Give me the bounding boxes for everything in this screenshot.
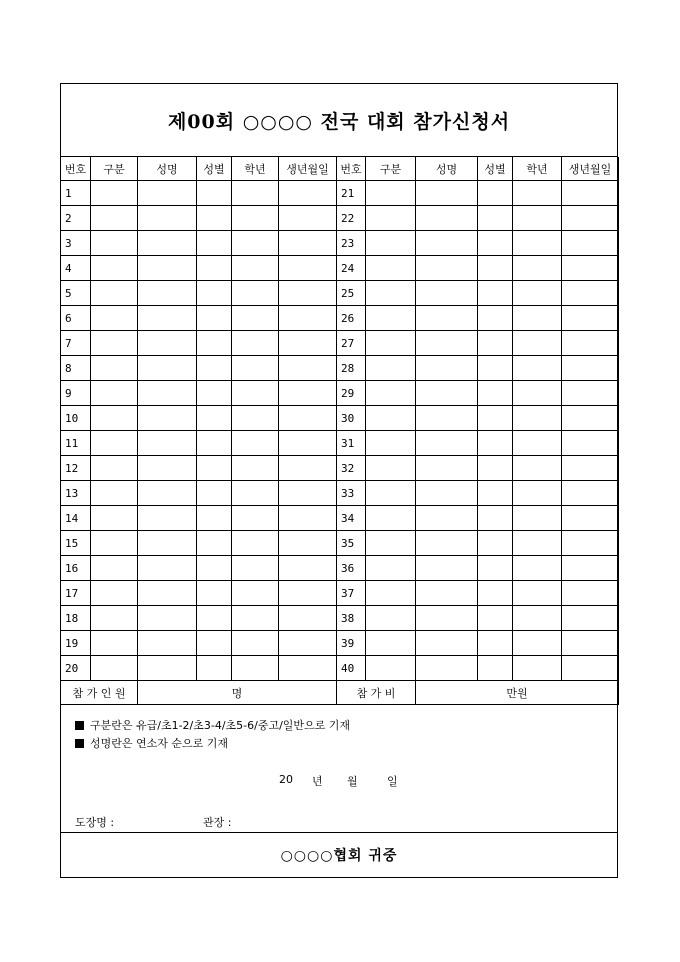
entry-cell[interactable] (279, 206, 337, 231)
entry-cell[interactable] (279, 181, 337, 206)
entry-cell[interactable] (366, 481, 416, 506)
fee-label: 참 가 비 (337, 681, 416, 705)
entry-cell[interactable] (416, 656, 478, 681)
entry-cell[interactable] (478, 656, 513, 681)
entry-cell[interactable] (416, 306, 478, 331)
entry-cell[interactable] (91, 631, 138, 656)
entry-cell[interactable] (138, 256, 197, 281)
entry-cell[interactable] (478, 531, 513, 556)
table-row (61, 381, 619, 406)
entry-cell[interactable] (366, 331, 416, 356)
entry-cell[interactable] (562, 431, 619, 456)
entry-cell[interactable] (366, 231, 416, 256)
entry-cell[interactable] (513, 431, 562, 456)
entry-cell[interactable] (91, 381, 138, 406)
table-row (61, 606, 619, 631)
entry-cell[interactable] (197, 481, 232, 506)
column-header: 생년월일 (562, 157, 619, 181)
entry-cell[interactable] (197, 381, 232, 406)
entry-cell[interactable] (279, 631, 337, 656)
entry-cell[interactable] (366, 631, 416, 656)
entry-cell[interactable] (279, 306, 337, 331)
entry-cell[interactable] (478, 206, 513, 231)
entry-cell[interactable] (513, 506, 562, 531)
entry-cell[interactable] (197, 556, 232, 581)
entry-cell[interactable] (197, 331, 232, 356)
entry-cell[interactable] (513, 556, 562, 581)
row-number: 15 (61, 531, 91, 556)
entry-cell[interactable] (91, 431, 138, 456)
table-row (61, 431, 619, 456)
entry-cell[interactable] (91, 481, 138, 506)
entry-cell[interactable] (562, 581, 619, 606)
entry-cell[interactable] (232, 581, 279, 606)
entry-cell[interactable] (416, 356, 478, 381)
entry-cell[interactable] (197, 581, 232, 606)
entry-cell[interactable] (416, 281, 478, 306)
entry-cell[interactable] (91, 556, 138, 581)
row-number: 13 (61, 481, 91, 506)
table-row (61, 331, 619, 356)
entry-cell[interactable] (232, 306, 279, 331)
entry-cell[interactable] (138, 206, 197, 231)
entry-cell[interactable] (91, 356, 138, 381)
entry-cell[interactable] (138, 481, 197, 506)
table-row (61, 531, 619, 556)
entry-cell[interactable] (197, 506, 232, 531)
entry-cell[interactable] (91, 656, 138, 681)
entry-cell[interactable] (366, 181, 416, 206)
entry-cell[interactable] (416, 331, 478, 356)
entry-cell[interactable] (562, 606, 619, 631)
row-number: 24 (337, 256, 366, 281)
entry-cell[interactable] (513, 356, 562, 381)
row-number: 7 (61, 331, 91, 356)
table-row (61, 456, 619, 481)
table-row (61, 506, 619, 531)
column-header: 성명 (416, 157, 478, 181)
row-number: 21 (337, 181, 366, 206)
entry-cell[interactable] (232, 556, 279, 581)
column-header: 번호 (61, 157, 91, 181)
entry-cell[interactable] (562, 631, 619, 656)
fee-amount-field[interactable]: 만원 (416, 681, 619, 705)
entry-cell[interactable] (513, 581, 562, 606)
entry-cell[interactable] (366, 256, 416, 281)
entry-cell[interactable] (478, 556, 513, 581)
entry-cell[interactable] (197, 256, 232, 281)
entry-cell[interactable] (562, 356, 619, 381)
entry-cell[interactable] (513, 631, 562, 656)
table-row (61, 256, 619, 281)
row-number: 17 (61, 581, 91, 606)
entry-cell[interactable] (279, 431, 337, 456)
entry-cell[interactable] (416, 381, 478, 406)
entry-cell[interactable] (138, 506, 197, 531)
entry-cell[interactable] (562, 456, 619, 481)
form-title: 제00회 ○○○○ 전국 대회 참가신청서 (167, 110, 511, 133)
entry-cell[interactable] (416, 581, 478, 606)
entry-cell[interactable] (138, 656, 197, 681)
entry-cell[interactable] (197, 406, 232, 431)
entry-cell[interactable] (562, 381, 619, 406)
entry-cell[interactable] (562, 331, 619, 356)
entry-cell[interactable] (562, 181, 619, 206)
participant-table (60, 157, 619, 705)
entry-cell[interactable] (138, 406, 197, 431)
entry-cell[interactable] (366, 581, 416, 606)
entry-cell[interactable] (562, 406, 619, 431)
row-number: 11 (61, 431, 91, 456)
row-number: 27 (337, 331, 366, 356)
entry-cell[interactable] (91, 456, 138, 481)
entry-cell[interactable] (366, 356, 416, 381)
entry-cell[interactable] (478, 481, 513, 506)
entry-cell[interactable] (279, 481, 337, 506)
entry-cell[interactable] (232, 606, 279, 631)
entry-cell[interactable] (513, 531, 562, 556)
entry-cell[interactable] (138, 331, 197, 356)
entry-cell[interactable] (91, 406, 138, 431)
entry-cell[interactable] (478, 581, 513, 606)
row-number: 6 (61, 306, 91, 331)
entry-cell[interactable] (562, 256, 619, 281)
table-row (61, 231, 619, 256)
application-form (60, 83, 618, 878)
entry-cell[interactable] (562, 656, 619, 681)
row-number: 40 (337, 656, 366, 681)
row-number: 12 (61, 456, 91, 481)
row-number: 18 (61, 606, 91, 631)
entry-cell[interactable] (197, 206, 232, 231)
entry-cell[interactable] (416, 631, 478, 656)
row-number: 34 (337, 506, 366, 531)
entry-cell[interactable] (279, 281, 337, 306)
table-row (61, 356, 619, 381)
entry-cell[interactable] (366, 531, 416, 556)
participants-count-field[interactable]: 명 (138, 681, 337, 705)
entry-cell[interactable] (366, 281, 416, 306)
entry-cell[interactable] (562, 306, 619, 331)
entry-cell[interactable] (513, 231, 562, 256)
column-header: 번호 (337, 157, 366, 181)
entry-cell[interactable] (416, 481, 478, 506)
entry-cell[interactable] (197, 431, 232, 456)
entry-cell[interactable] (366, 206, 416, 231)
row-number: 19 (61, 631, 91, 656)
footer-recipient: ○○○○협회 귀중 (280, 848, 398, 864)
table-row (61, 631, 619, 656)
entry-cell[interactable] (232, 256, 279, 281)
entry-cell[interactable] (513, 656, 562, 681)
entry-cell[interactable] (513, 206, 562, 231)
row-number: 35 (337, 531, 366, 556)
footer-box (61, 832, 617, 877)
entry-cell[interactable] (197, 656, 232, 681)
entry-cell[interactable] (366, 556, 416, 581)
row-number: 3 (61, 231, 91, 256)
entry-cell[interactable] (513, 481, 562, 506)
row-number: 33 (337, 481, 366, 506)
entry-cell[interactable] (91, 581, 138, 606)
entry-cell[interactable] (138, 531, 197, 556)
entry-cell[interactable] (366, 406, 416, 431)
entry-cell[interactable] (197, 531, 232, 556)
entry-cell[interactable] (416, 256, 478, 281)
row-number: 23 (337, 231, 366, 256)
table-header-row (61, 157, 619, 181)
entry-cell[interactable] (232, 281, 279, 306)
row-number: 10 (61, 406, 91, 431)
entry-cell[interactable] (232, 656, 279, 681)
entry-cell[interactable] (478, 331, 513, 356)
entry-cell[interactable] (91, 306, 138, 331)
row-number: 9 (61, 381, 91, 406)
entry-cell[interactable] (478, 231, 513, 256)
entry-cell[interactable] (366, 456, 416, 481)
entry-cell[interactable] (416, 506, 478, 531)
entry-cell[interactable] (562, 231, 619, 256)
entry-cell[interactable] (138, 306, 197, 331)
entry-cell[interactable] (513, 406, 562, 431)
entry-cell[interactable] (232, 631, 279, 656)
row-number: 30 (337, 406, 366, 431)
entry-cell[interactable] (197, 356, 232, 381)
row-number: 1 (61, 181, 91, 206)
entry-cell[interactable] (416, 431, 478, 456)
entry-cell[interactable] (138, 356, 197, 381)
summary-row (61, 681, 619, 705)
table-row (61, 281, 619, 306)
entry-cell[interactable] (138, 381, 197, 406)
entry-cell[interactable] (91, 531, 138, 556)
row-number: 5 (61, 281, 91, 306)
entry-cell[interactable] (416, 206, 478, 231)
entry-cell[interactable] (91, 331, 138, 356)
column-header: 성별 (478, 157, 513, 181)
entry-cell[interactable] (279, 556, 337, 581)
row-number: 20 (61, 656, 91, 681)
row-number: 38 (337, 606, 366, 631)
entry-cell[interactable] (513, 331, 562, 356)
title-box (61, 84, 617, 157)
entry-cell[interactable] (562, 531, 619, 556)
entry-cell[interactable] (138, 456, 197, 481)
entry-cell[interactable] (416, 606, 478, 631)
column-header: 학년 (513, 157, 562, 181)
column-header: 성별 (197, 157, 232, 181)
entry-cell[interactable] (478, 356, 513, 381)
entry-cell[interactable] (478, 431, 513, 456)
entry-cell[interactable] (513, 281, 562, 306)
table-row (61, 556, 619, 581)
table-row (61, 181, 619, 206)
entry-cell[interactable] (232, 181, 279, 206)
note-1: 구분란은 유급/초1-2/초3-4/초5-6/중고/일반으로 기재 (75, 717, 350, 733)
bullet-square-icon (75, 721, 84, 730)
entry-cell[interactable] (91, 606, 138, 631)
entry-cell[interactable] (197, 606, 232, 631)
entry-cell[interactable] (562, 556, 619, 581)
entry-cell[interactable] (232, 231, 279, 256)
entry-cell[interactable] (478, 506, 513, 531)
entry-cell[interactable] (478, 406, 513, 431)
entry-cell[interactable] (562, 481, 619, 506)
table-row (61, 206, 619, 231)
entry-cell[interactable] (366, 606, 416, 631)
gwanjang-label: 관장 : (203, 816, 232, 829)
column-header: 생년월일 (279, 157, 337, 181)
entry-cell[interactable] (279, 531, 337, 556)
entry-cell[interactable] (138, 631, 197, 656)
table-row (61, 406, 619, 431)
entry-cell[interactable] (197, 306, 232, 331)
column-header: 구분 (366, 157, 416, 181)
table-row (61, 306, 619, 331)
dojang-name-label: 도장명 : (75, 816, 115, 829)
entry-cell[interactable] (562, 281, 619, 306)
entry-cell[interactable] (232, 531, 279, 556)
entry-cell[interactable] (478, 606, 513, 631)
row-number: 2 (61, 206, 91, 231)
entry-cell[interactable] (197, 181, 232, 206)
entry-cell[interactable] (138, 606, 197, 631)
entry-cell[interactable] (366, 506, 416, 531)
entry-cell[interactable] (279, 231, 337, 256)
date-day: 일 (387, 775, 398, 788)
row-number: 29 (337, 381, 366, 406)
column-header: 성명 (138, 157, 197, 181)
entry-cell[interactable] (138, 556, 197, 581)
participants-label: 참 가 인 원 (61, 681, 138, 705)
entry-cell[interactable] (478, 381, 513, 406)
entry-cell[interactable] (416, 231, 478, 256)
entry-cell[interactable] (232, 406, 279, 431)
entry-cell[interactable] (562, 206, 619, 231)
entry-cell[interactable] (279, 331, 337, 356)
row-number: 26 (337, 306, 366, 331)
entry-cell[interactable] (513, 306, 562, 331)
entry-cell[interactable] (478, 281, 513, 306)
entry-cell[interactable] (513, 606, 562, 631)
entry-cell[interactable] (366, 306, 416, 331)
entry-cell[interactable] (91, 181, 138, 206)
entry-cell[interactable] (279, 356, 337, 381)
row-number: 36 (337, 556, 366, 581)
row-number: 28 (337, 356, 366, 381)
entry-cell[interactable] (513, 181, 562, 206)
entry-cell[interactable] (279, 506, 337, 531)
date-year: 년 (312, 775, 323, 788)
column-header: 구분 (91, 157, 138, 181)
entry-cell[interactable] (197, 281, 232, 306)
entry-cell[interactable] (366, 381, 416, 406)
entry-cell[interactable] (232, 456, 279, 481)
entry-cell[interactable] (197, 231, 232, 256)
entry-cell[interactable] (416, 531, 478, 556)
row-number: 32 (337, 456, 366, 481)
entry-cell[interactable] (562, 506, 619, 531)
row-number: 39 (337, 631, 366, 656)
entry-cell[interactable] (138, 431, 197, 456)
row-number: 37 (337, 581, 366, 606)
row-number: 16 (61, 556, 91, 581)
entry-cell[interactable] (232, 356, 279, 381)
column-header: 학년 (232, 157, 279, 181)
entry-cell[interactable] (232, 331, 279, 356)
entry-cell[interactable] (232, 206, 279, 231)
entry-cell[interactable] (232, 431, 279, 456)
row-number: 8 (61, 356, 91, 381)
row-number: 14 (61, 506, 91, 531)
entry-cell[interactable] (279, 256, 337, 281)
entry-cell[interactable] (416, 181, 478, 206)
entry-cell[interactable] (478, 631, 513, 656)
entry-cell[interactable] (138, 581, 197, 606)
entry-cell[interactable] (279, 406, 337, 431)
table-row (61, 481, 619, 506)
entry-cell[interactable] (513, 381, 562, 406)
entry-cell[interactable] (478, 456, 513, 481)
entry-cell[interactable] (279, 606, 337, 631)
entry-cell[interactable] (91, 231, 138, 256)
entry-cell[interactable] (197, 456, 232, 481)
entry-cell[interactable] (91, 506, 138, 531)
entry-cell[interactable] (513, 256, 562, 281)
note-2: 성명란은 연소자 순으로 기재 (75, 735, 228, 751)
entry-cell[interactable] (279, 581, 337, 606)
row-number: 4 (61, 256, 91, 281)
table-row (61, 656, 619, 681)
entry-cell[interactable] (91, 256, 138, 281)
entry-cell[interactable] (279, 456, 337, 481)
entry-cell[interactable] (279, 381, 337, 406)
date-year-prefix: 20 (279, 773, 293, 786)
entry-cell[interactable] (478, 181, 513, 206)
entry-cell[interactable] (416, 456, 478, 481)
entry-cell[interactable] (138, 231, 197, 256)
entry-cell[interactable] (197, 631, 232, 656)
entry-cell[interactable] (478, 306, 513, 331)
entry-cell[interactable] (366, 656, 416, 681)
entry-cell[interactable] (91, 206, 138, 231)
entry-cell[interactable] (416, 556, 478, 581)
entry-cell[interactable] (478, 256, 513, 281)
entry-cell[interactable] (513, 456, 562, 481)
row-number: 22 (337, 206, 366, 231)
entry-cell[interactable] (279, 656, 337, 681)
entry-cell[interactable] (232, 506, 279, 531)
entry-cell[interactable] (138, 281, 197, 306)
entry-cell[interactable] (232, 381, 279, 406)
entry-cell[interactable] (138, 181, 197, 206)
entry-cell[interactable] (91, 281, 138, 306)
row-number: 25 (337, 281, 366, 306)
date-month: 월 (347, 775, 358, 788)
bullet-square-icon (75, 739, 84, 748)
entry-cell[interactable] (232, 481, 279, 506)
row-number: 31 (337, 431, 366, 456)
entry-cell[interactable] (416, 406, 478, 431)
entry-cell[interactable] (366, 431, 416, 456)
table-row (61, 581, 619, 606)
